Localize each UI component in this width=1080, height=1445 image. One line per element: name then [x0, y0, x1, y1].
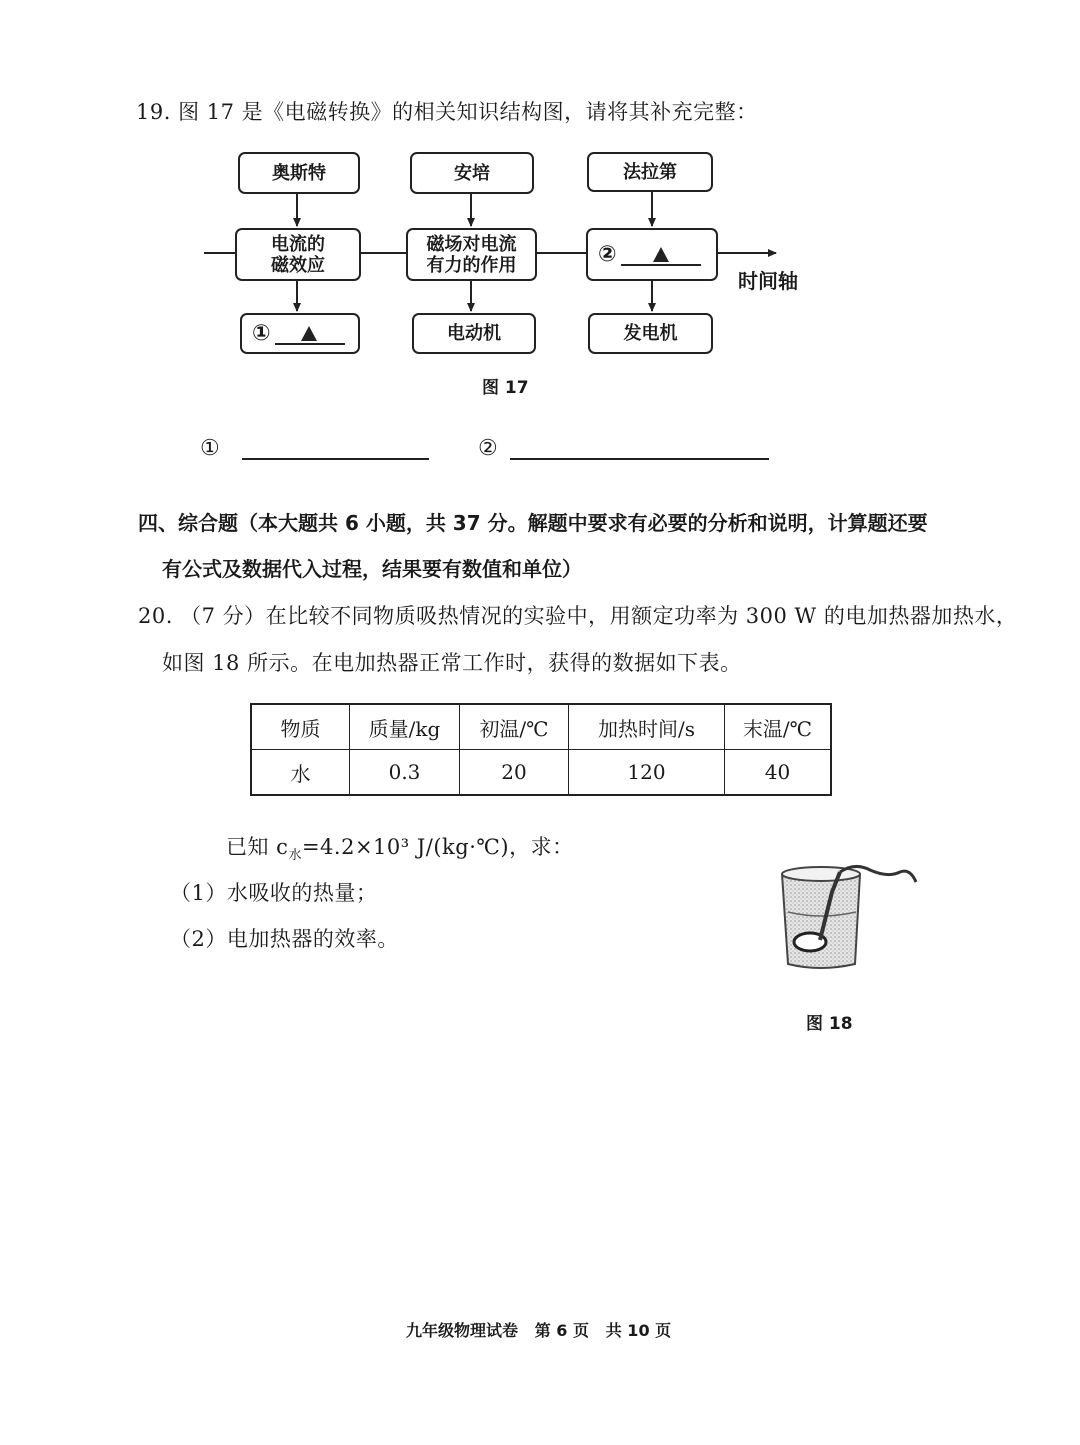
table-header-cell: 加热时间/s — [569, 704, 725, 750]
box-force-on-current-line2: 有力的作用 — [426, 254, 517, 276]
blank-2-line[interactable] — [621, 244, 701, 266]
footer-page-number: 第 6 页 — [534, 1321, 590, 1340]
box-oersted-label: 奥斯特 — [272, 162, 326, 184]
q20-given — [226, 831, 574, 863]
figure-18-caption: 图 18 — [806, 1014, 853, 1034]
beaker-heater-illustration — [770, 852, 925, 977]
given-prefix: 已知 c — [226, 835, 289, 859]
triangle-icon — [653, 247, 669, 262]
table-cell: 0.3 — [350, 750, 460, 796]
answer-2-marker: ② — [478, 436, 498, 461]
q20-line2: 如图 18 所示。在电加热器正常工作时，获得的数据如下表。 — [162, 651, 742, 675]
box-magnetic-effect — [235, 228, 361, 281]
box-blank-1[interactable] — [240, 313, 360, 354]
answer-2-line[interactable] — [510, 458, 769, 460]
box-faraday — [587, 152, 713, 192]
box-blank-2[interactable] — [586, 228, 718, 281]
section4-title-line2: 有公式及数据代入过程，结果要有数值和单位） — [162, 557, 582, 581]
box-ampere — [410, 152, 534, 194]
page-footer — [406, 1318, 671, 1341]
q20-number: 20. — [138, 604, 173, 628]
table-header-cell: 末温/℃ — [725, 704, 832, 750]
box-generator — [588, 313, 713, 354]
table-cell: 水 — [251, 750, 350, 796]
box-faraday-label: 法拉第 — [623, 161, 677, 183]
box-motor — [412, 313, 536, 354]
table-header-cell: 质量/kg — [350, 704, 460, 750]
answer-1-marker: ① — [200, 436, 220, 461]
box-ampere-label: 安培 — [454, 162, 490, 184]
figure-17-caption: 图 17 — [482, 378, 529, 398]
blank-1-line[interactable] — [275, 323, 345, 345]
table-cell: 40 — [725, 750, 832, 796]
timeline-axis-label: 时间轴 — [738, 269, 798, 293]
triangle-icon — [301, 326, 317, 341]
box-motor-label: 电动机 — [447, 323, 501, 344]
table-header-row — [251, 704, 831, 750]
q20-sub1: （1）水吸收的热量； — [170, 881, 378, 905]
answer-1-line[interactable] — [242, 458, 429, 460]
table-header-cell: 初温/℃ — [460, 704, 569, 750]
q19-number: 19. — [136, 100, 171, 124]
blank-2-marker: ② — [598, 242, 617, 267]
q19-diagram-connectors — [0, 0, 1080, 420]
box-force-on-current — [406, 228, 537, 281]
q20-sub2: （2）电加热器的效率。 — [170, 927, 399, 951]
footer-exam-title: 九年级物理试卷 — [406, 1321, 519, 1340]
box-generator-label: 发电机 — [623, 323, 678, 344]
table-header-cell: 物质 — [251, 704, 350, 750]
table-cell: 20 — [460, 750, 569, 796]
q20-data-table — [250, 703, 832, 796]
table-row — [251, 750, 831, 796]
box-magnetic-effect-line2: 磁效应 — [271, 254, 325, 276]
section4-title-line1: 四、综合题（本大题共 6 小题，共 37 分。解题中要求有必要的分析和说明，计算题还要 — [138, 511, 928, 535]
table-cell: 120 — [569, 750, 725, 796]
box-force-on-current-line1: 磁场对电流 — [426, 233, 517, 255]
box-oersted — [238, 152, 360, 194]
box-magnetic-effect-line1: 电流的 — [271, 233, 325, 255]
blank-1-marker: ① — [252, 321, 271, 346]
given-suffix: =4.2×10³ J/(kg·℃)，求： — [301, 835, 574, 859]
q20-line1-text: （7 分）在比较不同物质吸热情况的实验中，用额定功率为 300 W 的电加热器加热水， — [180, 604, 1018, 628]
q19-text: 图 17 是《电磁转换》的相关知识结构图，请将其补充完整： — [178, 100, 758, 124]
q20-line1 — [138, 600, 1017, 630]
footer-total-pages: 共 10 页 — [605, 1321, 672, 1340]
given-subscript: 水 — [288, 848, 302, 864]
